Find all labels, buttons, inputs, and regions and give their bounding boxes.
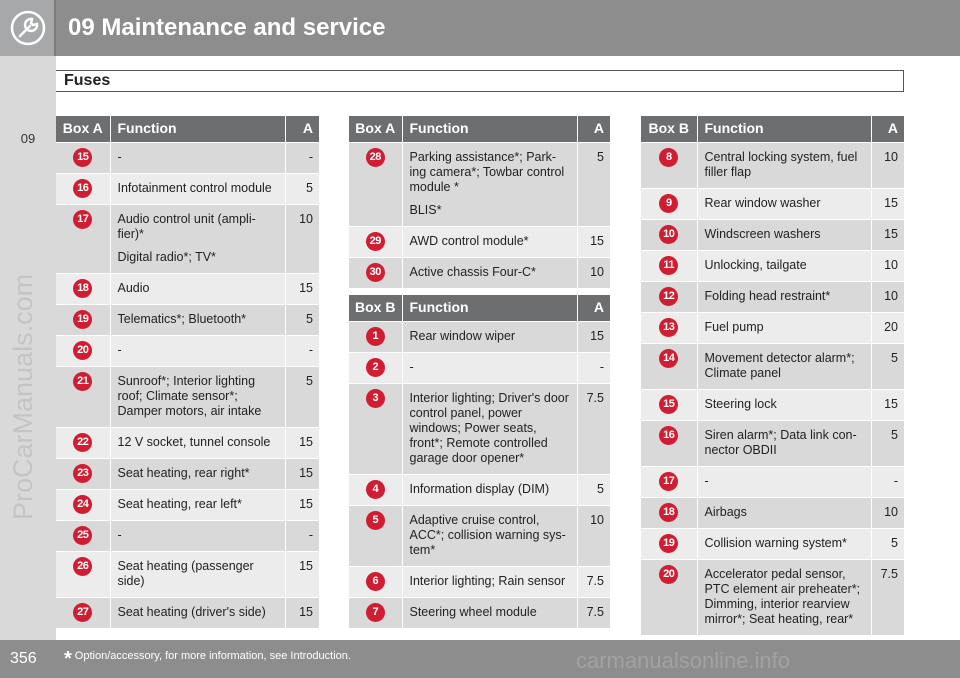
fuse-number-cell — [349, 505, 402, 566]
table-row — [56, 273, 319, 304]
function-text: Audio control unit (ampli-fier)* — [117, 211, 256, 241]
function-text: Interior lighting; Rain sensor — [409, 573, 566, 588]
page-header — [0, 0, 960, 56]
fuse-number-cell — [641, 389, 697, 420]
function-text: Windscreen washers — [704, 226, 821, 241]
amperage-cell: 15 — [871, 188, 904, 219]
table-row — [641, 466, 904, 497]
col-header-amps: A — [285, 116, 319, 142]
table-row — [641, 420, 904, 466]
table-row — [641, 142, 904, 188]
function-text: Seat heating, rear right* — [117, 465, 250, 480]
fuse-number-cell — [349, 352, 402, 383]
fuse-number-badge: 22 — [73, 433, 92, 452]
function-cell — [697, 142, 871, 188]
fuse-number-badge: 16 — [73, 179, 92, 198]
amperage-cell: 15 — [285, 489, 319, 520]
table-row — [641, 497, 904, 528]
table-row — [349, 566, 610, 597]
table-row — [641, 188, 904, 219]
fuse-number-cell — [641, 188, 697, 219]
function-text: Accelerator pedal sensor, PTC element air preheater*; Dimming, interior rearview mirror*; Seat heating, rear* — [704, 566, 861, 626]
fuse-number-cell — [56, 366, 110, 427]
function-text: Seat heating (passenger side) — [117, 558, 254, 588]
table-row — [56, 366, 319, 427]
function-cell — [697, 528, 871, 559]
fuse-table-box-b-2 — [641, 116, 904, 635]
amperage-cell: 10 — [871, 250, 904, 281]
table-row — [641, 312, 904, 343]
function-cell — [402, 142, 577, 226]
amperage-cell: - — [577, 352, 610, 383]
col-header-box: Box A — [349, 116, 402, 142]
amperage-cell: 20 — [871, 312, 904, 343]
table-row — [349, 597, 610, 628]
fuse-number-cell — [641, 250, 697, 281]
table-row — [641, 219, 904, 250]
fuse-number-cell — [349, 321, 402, 352]
function-text: - — [117, 149, 122, 164]
amperage-cell: 5 — [577, 142, 610, 226]
table-row — [56, 427, 319, 458]
fuse-number-badge: 15 — [659, 395, 678, 414]
function-cell — [110, 458, 285, 489]
function-cell — [110, 551, 285, 597]
function-cell — [697, 389, 871, 420]
amperage-cell: 15 — [871, 219, 904, 250]
function-cell — [110, 427, 285, 458]
side-watermark: ProCarManuals.com — [8, 273, 38, 520]
fuse-number-cell — [641, 497, 697, 528]
amperage-cell: 15 — [285, 458, 319, 489]
function-cell — [110, 173, 285, 204]
function-text: Folding head restraint* — [704, 288, 831, 303]
amperage-cell: 5 — [285, 173, 319, 204]
fuse-number-cell — [56, 273, 110, 304]
function-text: Audio — [117, 280, 150, 295]
amperage-cell: 15 — [285, 597, 319, 628]
function-cell — [110, 335, 285, 366]
fuse-number-badge: 21 — [73, 372, 92, 391]
function-cell — [402, 597, 577, 628]
fuse-number-badge: 4 — [366, 480, 385, 499]
table-row — [349, 226, 610, 257]
table-row — [349, 352, 610, 383]
fuse-number-cell — [641, 312, 697, 343]
footnote-text: Option/accessory, for more information, see Introduction. — [74, 650, 351, 662]
table-row — [56, 489, 319, 520]
function-cell — [697, 343, 871, 389]
fuse-number-badge: 10 — [659, 225, 678, 244]
function-cell — [110, 204, 285, 273]
amperage-cell: 10 — [871, 142, 904, 188]
fuse-number-cell — [56, 204, 110, 273]
table-row — [641, 389, 904, 420]
amperage-cell: 10 — [871, 281, 904, 312]
fuse-number-cell — [349, 566, 402, 597]
function-text: - — [409, 359, 414, 374]
footer-watermark: carmanualsonline.info — [576, 648, 791, 673]
col-header-amps: A — [577, 295, 610, 321]
table-row — [56, 551, 319, 597]
fuse-number-badge: 6 — [366, 572, 385, 591]
fuse-number-cell — [56, 551, 110, 597]
table-row — [56, 597, 319, 628]
function-cell — [402, 383, 577, 474]
function-cell — [110, 304, 285, 335]
footnote-star: * — [64, 648, 72, 670]
function-text: Fuel pump — [704, 319, 764, 334]
amperage-cell: 7.5 — [577, 597, 610, 628]
amperage-cell: - — [285, 520, 319, 551]
col-header-amps: A — [577, 116, 610, 142]
function-text: Interior lighting; Driver's door control panel, power windows; Power seats, front*; Remote controlled garage door opener* — [409, 390, 569, 465]
fuse-table-box-a-2 — [349, 116, 610, 288]
fuse-number-cell — [56, 458, 110, 489]
col-header-amps: A — [871, 116, 904, 142]
amperage-cell: 5 — [285, 366, 319, 427]
fuse-number-badge: 26 — [73, 557, 92, 576]
table-row — [349, 383, 610, 474]
fuse-number-badge: 14 — [659, 349, 678, 368]
fuse-number-cell — [349, 383, 402, 474]
function-cell — [697, 188, 871, 219]
function-text: Seat heating, rear left* — [117, 496, 242, 511]
fuse-number-cell — [56, 304, 110, 335]
function-text: Airbags — [704, 504, 747, 519]
fuse-number-badge: 19 — [659, 534, 678, 553]
fuse-number-badge: 19 — [73, 310, 92, 329]
fuse-number-badge: 18 — [659, 503, 678, 522]
fuse-number-badge: 29 — [366, 232, 385, 251]
table-row — [349, 505, 610, 566]
amperage-cell: 5 — [871, 528, 904, 559]
fuse-number-badge: 12 — [659, 287, 678, 306]
col-header-function: Function — [402, 116, 577, 142]
function-text: Parking assistance*; Park-ing camera*; Towbar control module * — [409, 149, 565, 194]
col-header-box: Box B — [641, 116, 697, 142]
amperage-cell: 10 — [577, 505, 610, 566]
fuse-number-cell — [641, 219, 697, 250]
amperage-cell: 7.5 — [577, 566, 610, 597]
fuse-number-cell — [641, 466, 697, 497]
function-text: Information display (DIM) — [409, 481, 550, 496]
amperage-cell: 15 — [577, 321, 610, 352]
function-text: Adaptive cruise control, ACC*; collision warning sys-tem* — [409, 512, 566, 557]
fuse-number-cell — [349, 597, 402, 628]
fuse-number-badge: 8 — [659, 148, 678, 167]
fuse-number-badge: 2 — [366, 358, 385, 377]
table-row — [349, 474, 610, 505]
function-text: Sunroof*; Interior lighting roof; Climate sensor*; Damper motors, air intake — [117, 373, 262, 418]
chapter-title: 09 Maintenance and service — [68, 14, 386, 41]
function-text: Unlocking, tailgate — [704, 257, 807, 272]
function-text: - — [117, 527, 122, 542]
function-text: Movement detector alarm*; Climate panel — [704, 350, 855, 380]
function-text: 12 V socket, tunnel console — [117, 434, 271, 449]
function-text: Steering wheel module — [409, 604, 537, 619]
function-text: Telematics*; Bluetooth* — [117, 311, 247, 326]
table-row — [56, 458, 319, 489]
fuse-number-badge: 11 — [659, 256, 678, 275]
function-text: Collision warning system* — [704, 535, 847, 550]
table-row — [349, 142, 610, 226]
fuse-number-badge: 20 — [73, 341, 92, 360]
function-cell — [697, 497, 871, 528]
fuse-number-badge: 17 — [73, 210, 92, 229]
fuse-number-cell — [641, 559, 697, 635]
function-cell — [402, 566, 577, 597]
function-cell — [697, 559, 871, 635]
fuse-number-cell — [56, 335, 110, 366]
function-cell — [697, 250, 871, 281]
fuse-table-box-b-1 — [349, 295, 610, 628]
function-cell — [110, 597, 285, 628]
chapter-number: 09 — [20, 131, 36, 146]
function-text: Rear window wiper — [409, 328, 516, 343]
fuse-number-badge: 24 — [73, 495, 92, 514]
amperage-cell: 15 — [871, 389, 904, 420]
fuse-number-badge: 1 — [366, 327, 385, 346]
amperage-cell: - — [285, 142, 319, 173]
fuse-number-cell — [349, 226, 402, 257]
amperage-cell: 15 — [285, 273, 319, 304]
amperage-cell: 5 — [871, 343, 904, 389]
fuse-number-badge: 25 — [73, 526, 92, 545]
function-cell — [110, 489, 285, 520]
fuse-number-cell — [349, 474, 402, 505]
fuse-number-badge: 30 — [366, 263, 385, 282]
fuse-number-badge: 18 — [73, 279, 92, 298]
function-cell — [402, 352, 577, 383]
fuse-number-cell — [641, 528, 697, 559]
col-header-function: Function — [110, 116, 285, 142]
function-cell — [697, 312, 871, 343]
amperage-cell: 7.5 — [871, 559, 904, 635]
amperage-cell: 10 — [577, 257, 610, 288]
function-cell — [110, 520, 285, 551]
fuse-number-badge: 5 — [366, 511, 385, 530]
fuse-number-badge: 27 — [73, 603, 92, 622]
function-text: AWD control module* — [409, 233, 529, 248]
table-row — [349, 257, 610, 288]
fuse-number-cell — [56, 520, 110, 551]
function-cell — [110, 366, 285, 427]
fuse-number-cell — [641, 142, 697, 188]
fuse-number-badge: 15 — [73, 148, 92, 167]
fuse-number-cell — [56, 173, 110, 204]
table-row — [56, 520, 319, 551]
function-text: - — [117, 342, 122, 357]
fuse-number-badge: 7 — [366, 603, 385, 622]
amperage-cell: - — [285, 335, 319, 366]
fuse-number-cell — [641, 343, 697, 389]
amperage-cell: 10 — [285, 204, 319, 273]
function-text: Siren alarm*; Data link con-nector OBDII — [704, 427, 857, 457]
amperage-cell: 5 — [871, 420, 904, 466]
table-row — [641, 559, 904, 635]
footnote — [64, 648, 351, 671]
fuse-number-cell — [56, 489, 110, 520]
amperage-cell: 15 — [285, 427, 319, 458]
function-cell — [697, 420, 871, 466]
function-cell — [402, 321, 577, 352]
function-cell — [697, 219, 871, 250]
fuse-number-badge: 13 — [659, 318, 678, 337]
fuse-number-badge: 28 — [366, 148, 385, 167]
function-text: Active chassis Four-C* — [409, 264, 536, 279]
function-text: Infotainment control module — [117, 180, 272, 195]
function-text: Seat heating (driver's side) — [117, 604, 266, 619]
fuse-number-badge: 23 — [73, 464, 92, 483]
table-row — [349, 321, 610, 352]
col-header-function: Function — [697, 116, 871, 142]
col-header-box: Box B — [349, 295, 402, 321]
section-heading — [56, 70, 904, 92]
fuse-number-badge: 20 — [659, 565, 678, 584]
fuse-table-box-a-1 — [56, 116, 319, 628]
table-row — [56, 173, 319, 204]
page-footer — [0, 640, 960, 678]
amperage-cell: 7.5 — [577, 383, 610, 474]
fuse-number-cell — [56, 427, 110, 458]
table-row — [641, 528, 904, 559]
fuse-number-cell — [349, 257, 402, 288]
amperage-cell: 15 — [285, 551, 319, 597]
fuse-number-badge: 16 — [659, 426, 678, 445]
fuse-number-cell — [56, 597, 110, 628]
fuse-number-cell — [349, 142, 402, 226]
function-cell — [110, 273, 285, 304]
col-header-box: Box A — [56, 116, 110, 142]
fuse-number-cell — [56, 142, 110, 173]
fuse-number-cell — [641, 420, 697, 466]
fuse-number-badge: 3 — [366, 389, 385, 408]
wrench-icon — [0, 0, 56, 56]
function-text: - — [704, 473, 709, 488]
fuse-number-badge: 17 — [659, 472, 678, 491]
function-cell — [697, 466, 871, 497]
table-row — [56, 335, 319, 366]
function-text: Digital radio*; TV* — [117, 249, 216, 264]
amperage-cell: 10 — [871, 497, 904, 528]
function-cell — [697, 281, 871, 312]
col-header-function: Function — [402, 295, 577, 321]
amperage-cell: 5 — [577, 474, 610, 505]
amperage-cell: 5 — [285, 304, 319, 335]
function-cell — [402, 226, 577, 257]
function-cell — [402, 257, 577, 288]
table-row — [56, 204, 319, 273]
function-text: BLIS* — [409, 202, 442, 217]
function-text: Rear window washer — [704, 195, 821, 210]
table-row — [641, 281, 904, 312]
function-text: Steering lock — [704, 396, 777, 411]
fuse-number-cell — [641, 281, 697, 312]
fuse-number-badge: 9 — [659, 194, 678, 213]
function-cell — [402, 505, 577, 566]
function-cell — [402, 474, 577, 505]
table-row — [641, 250, 904, 281]
amperage-cell: 15 — [577, 226, 610, 257]
function-cell — [110, 142, 285, 173]
function-text: Central locking system, fuel filler flap — [704, 149, 858, 179]
amperage-cell: - — [871, 466, 904, 497]
section-title: Fuses — [64, 72, 111, 89]
table-row — [641, 343, 904, 389]
table-row — [56, 304, 319, 335]
table-row — [56, 142, 319, 173]
page-number: 356 — [10, 650, 37, 667]
